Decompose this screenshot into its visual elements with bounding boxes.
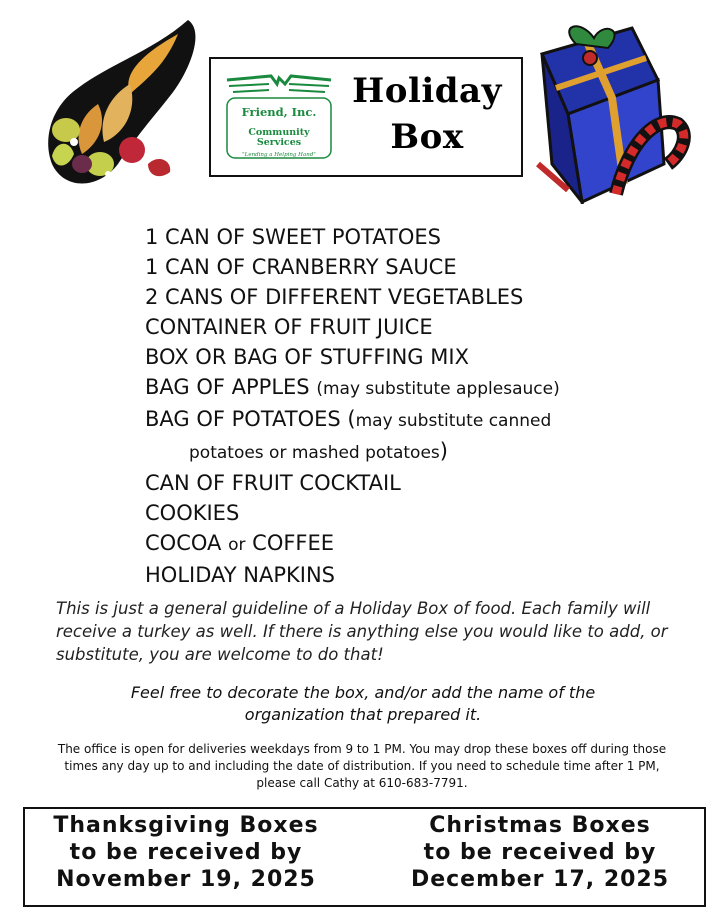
gift-box-icon <box>528 14 693 204</box>
cornucopia-icon <box>38 14 218 194</box>
list-item-continuation: potatoes or mashed potatoes) <box>189 439 448 463</box>
item-note: may substitute canned <box>355 411 552 431</box>
list-item: BOX OR BAG OF STUFFING MIX <box>145 345 469 369</box>
item-list <box>145 222 560 590</box>
list-item: 1 CAN OF CRANBERRY SAUCE <box>145 255 457 279</box>
logo-sub-line2: Services <box>256 137 302 148</box>
thanksgiving-deadline: Thanksgiving Boxes to be received by November 19, 2025 <box>53 813 319 892</box>
list-item: BAG OF POTATOES (may substitute canned <box>145 407 552 431</box>
list-item: CONTAINER OF FRUIT JUICE <box>145 315 433 339</box>
christmas-deadline: Christmas Boxes to be received by December 17, 2025 <box>410 813 670 892</box>
guideline-paragraph: This is just a general guideline of a Holiday Box of food. Each family will receive a turkey as well. If there is anything else you would like to add, or substitute, you are welcome to do that! <box>56 599 668 664</box>
item-note: (may substitute applesauce) <box>316 379 560 399</box>
list-item: HOLIDAY NAPKINS <box>145 563 335 587</box>
list-item: CAN OF FRUIT COCKTAIL <box>145 471 401 495</box>
list-item: 2 CANS OF DIFFERENT VEGETABLES <box>145 285 524 309</box>
title-line2: Box <box>390 117 464 157</box>
list-item: COOKIES <box>145 501 240 525</box>
office-hours-note: The office is open for deliveries weekdays from 9 to 1 PM. You may drop these boxes off during those times any day up to and including the date of distribution. If you need to schedule time after 1 PM, please call Cathy at 610-683-7791. <box>57 742 667 790</box>
decorate-note: Feel free to decorate the box, and/or add the name of the organization that prepared it. <box>130 683 596 724</box>
list-item: BAG OF APPLES (may substitute applesauce) <box>145 375 560 399</box>
logo-name: Friend, Inc. <box>241 105 317 119</box>
logo-subtitle <box>226 128 332 148</box>
page-title <box>332 68 522 160</box>
list-item: COCOA or COFFEE <box>145 531 335 555</box>
list-item: 1 CAN OF SWEET POTATOES <box>145 225 441 249</box>
title-line1: Holiday <box>352 71 502 111</box>
logo-sub-line1: Community <box>248 127 310 138</box>
logo-tagline: "Lending a Helping Hand" <box>242 152 316 158</box>
